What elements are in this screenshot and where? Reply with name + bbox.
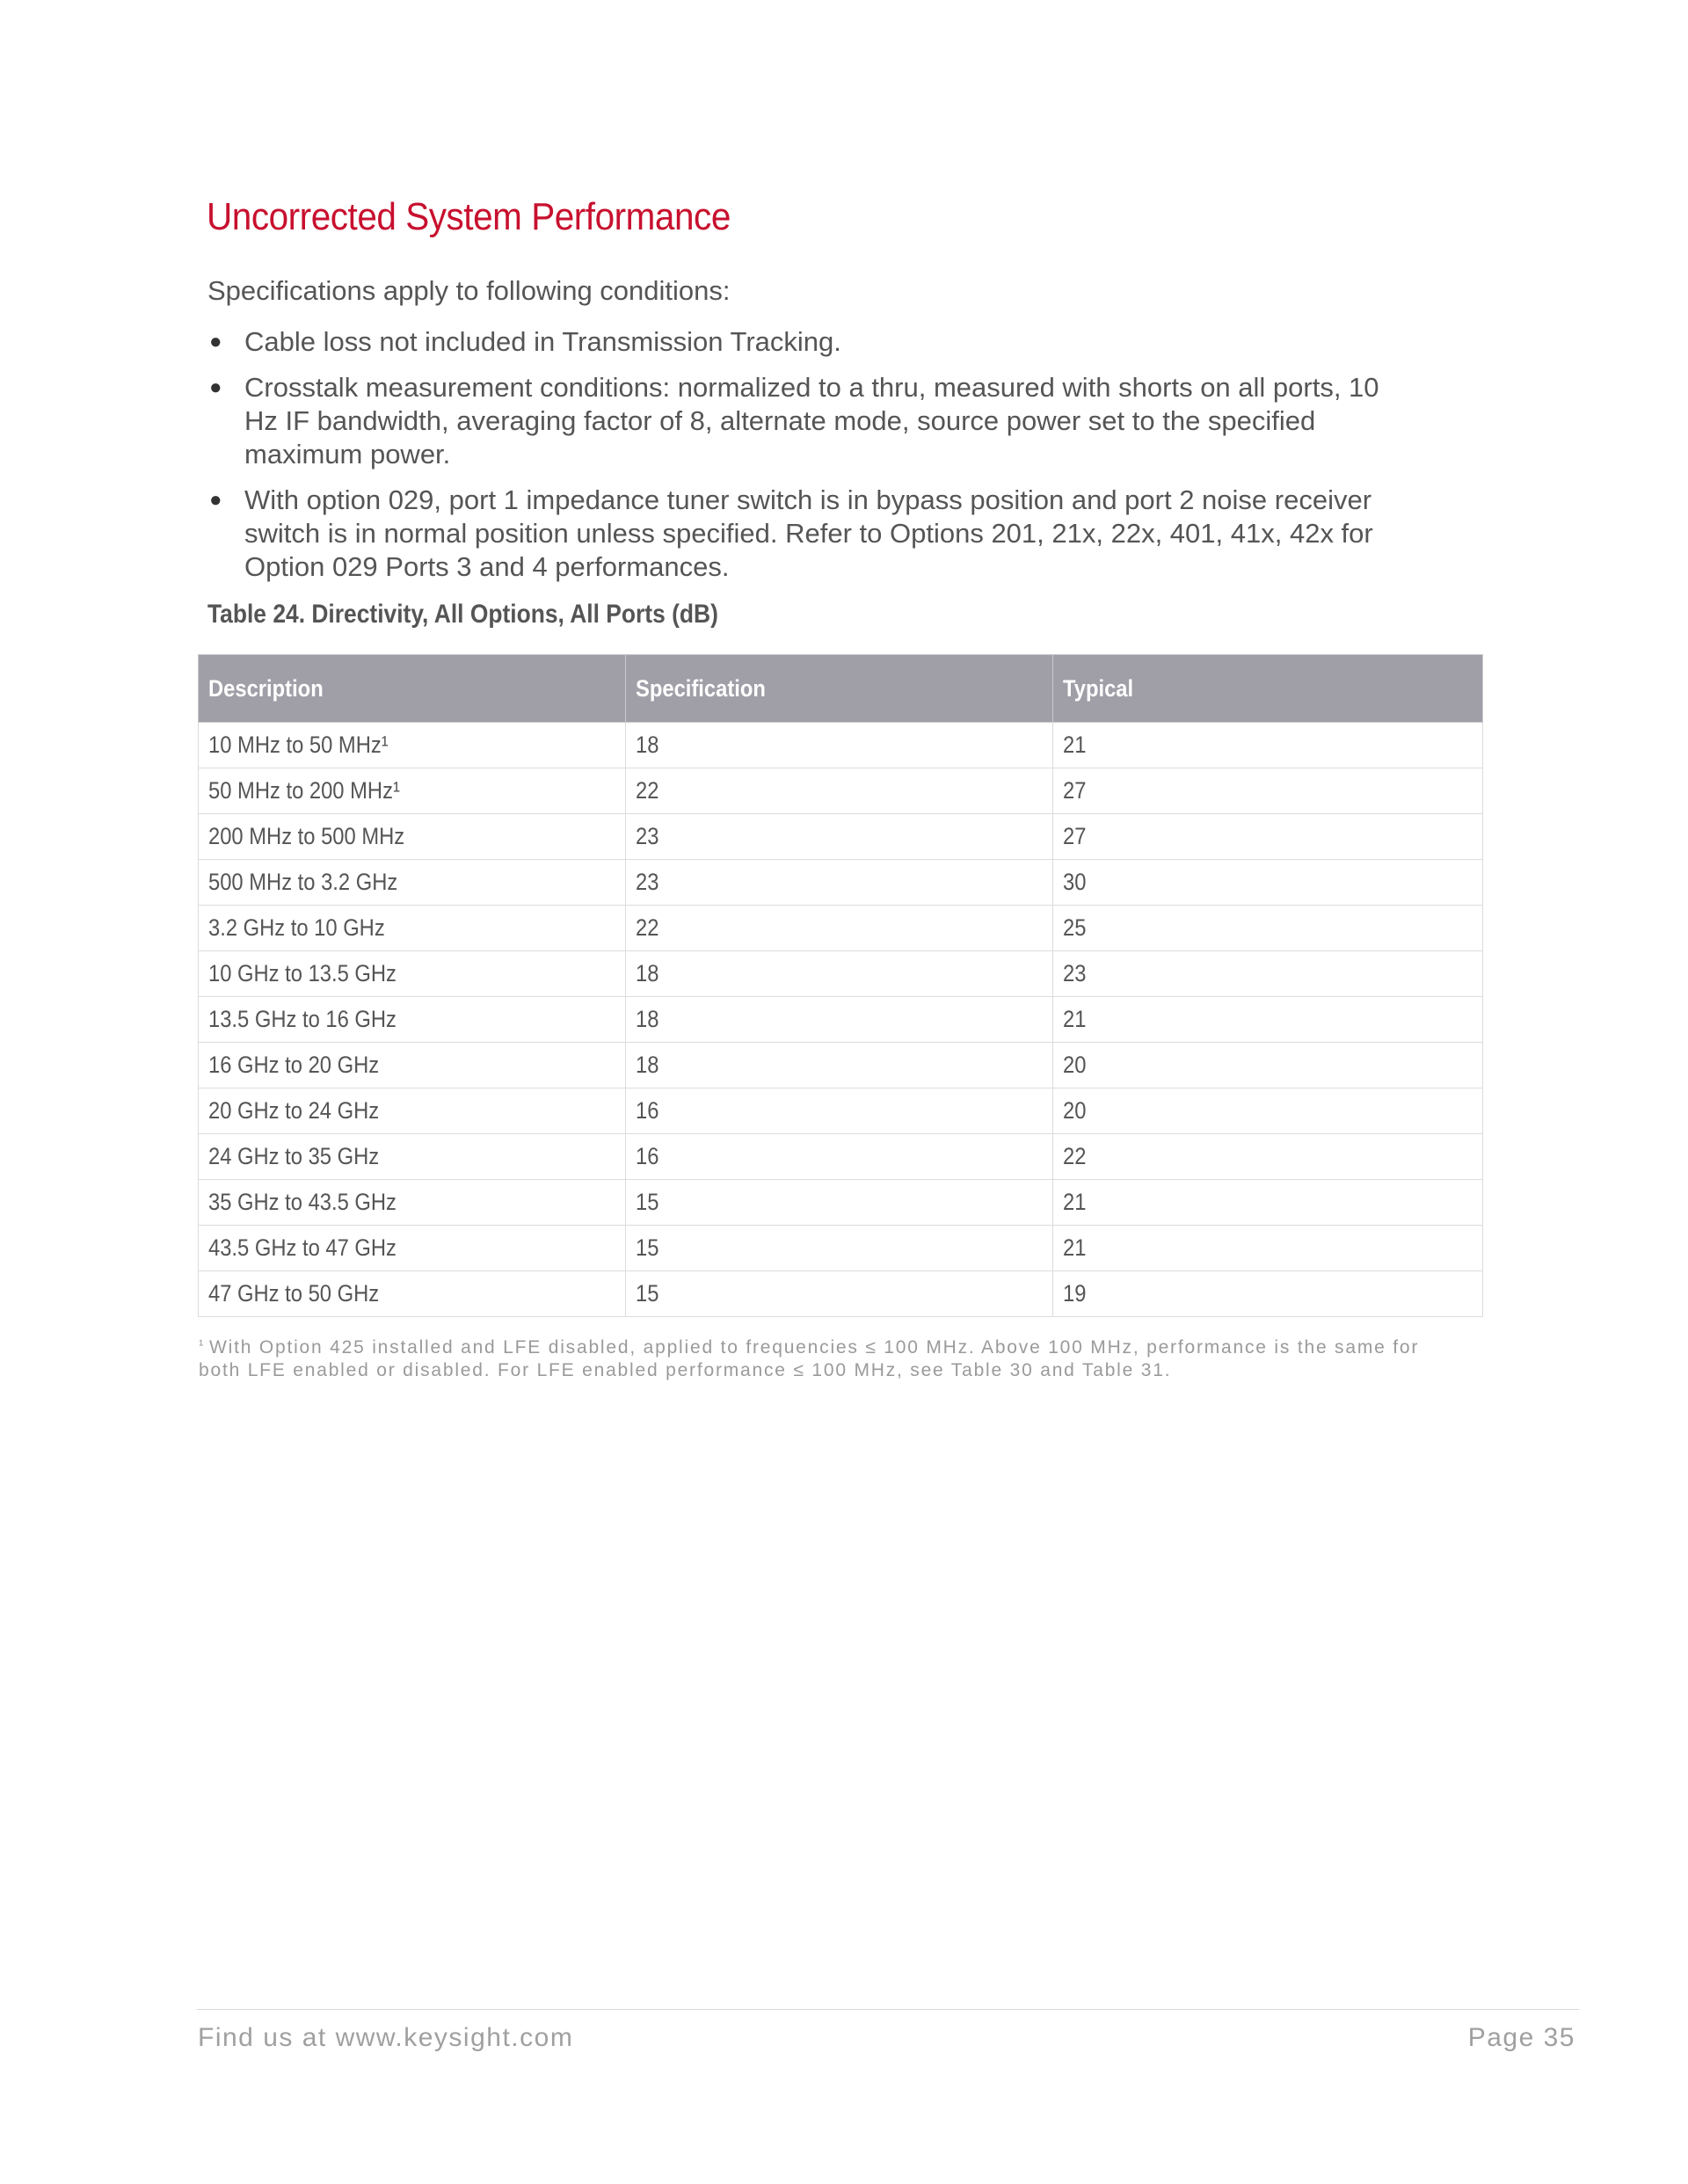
table-header-row — [199, 655, 1483, 723]
table-row — [199, 1271, 1483, 1317]
table-row — [199, 768, 1483, 814]
table-row — [199, 1180, 1483, 1226]
table-row — [199, 997, 1483, 1043]
table-body — [199, 723, 1483, 1317]
header-description — [199, 655, 626, 723]
directivity-table — [198, 654, 1483, 1317]
cell-description: 10 GHz to 13.5 GHz — [199, 951, 626, 997]
cell-typical: 20 — [1053, 1088, 1483, 1134]
cell-specification: 22 — [626, 768, 1053, 814]
cell-typical: 22 — [1053, 1134, 1483, 1180]
bullet-icon: ● — [209, 488, 222, 512]
table-row — [199, 1043, 1483, 1088]
table-row — [199, 723, 1483, 768]
header-specification — [626, 655, 1053, 723]
footnote-marker: ¹ — [199, 1338, 206, 1353]
table-row — [199, 1226, 1483, 1271]
table-row — [199, 814, 1483, 860]
cell-typical: 19 — [1053, 1271, 1483, 1317]
cell-description: 10 MHz to 50 MHz¹ — [199, 723, 626, 768]
cell-specification: 22 — [626, 906, 1053, 951]
header-specification-label: Specification — [636, 674, 766, 702]
cell-specification: 15 — [626, 1226, 1053, 1271]
table-caption: Table 24. Directivity, All Options, All Ports (dB) — [207, 600, 718, 629]
cell-typical: 21 — [1053, 723, 1483, 768]
cell-typical: 20 — [1053, 1043, 1483, 1088]
cell-typical: 27 — [1053, 814, 1483, 860]
cell-description: 3.2 GHz to 10 GHz — [199, 906, 626, 951]
cell-specification: 18 — [626, 1043, 1053, 1088]
cell-description: 47 GHz to 50 GHz — [199, 1271, 626, 1317]
page-title: Uncorrected System Performance — [207, 195, 731, 238]
footnote-text: With Option 425 installed and LFE disabled, applied to frequencies ≤ 100 MHz. Above 100 MHz, performance is the same for both LFE enabled or disabled. For LFE enabled performance ≤ 100 MHz, see Table 30 and Table 31. — [199, 1337, 1420, 1380]
table-row — [199, 951, 1483, 997]
footer-divider — [197, 2009, 1579, 2010]
cell-description: 13.5 GHz to 16 GHz — [199, 997, 626, 1043]
cell-description: 16 GHz to 20 GHz — [199, 1043, 626, 1088]
condition-item — [207, 325, 1403, 359]
conditions-list — [207, 325, 1403, 596]
condition-item — [207, 484, 1403, 584]
table-row — [199, 860, 1483, 906]
condition-item — [207, 371, 1403, 471]
cell-specification: 16 — [626, 1134, 1053, 1180]
header-typical-label: Typical — [1063, 674, 1134, 702]
table-row — [199, 906, 1483, 951]
cell-description: 24 GHz to 35 GHz — [199, 1134, 626, 1180]
cell-typical: 23 — [1053, 951, 1483, 997]
table-footnote — [199, 1336, 1447, 1382]
cell-description: 200 MHz to 500 MHz — [199, 814, 626, 860]
bullet-icon: ● — [209, 375, 222, 399]
cell-typical: 21 — [1053, 1226, 1483, 1271]
table-row — [199, 1134, 1483, 1180]
cell-specification: 15 — [626, 1180, 1053, 1226]
cell-description: 35 GHz to 43.5 GHz — [199, 1180, 626, 1226]
cell-description: 50 MHz to 200 MHz¹ — [199, 768, 626, 814]
cell-description: 20 GHz to 24 GHz — [199, 1088, 626, 1134]
cell-typical: 30 — [1053, 860, 1483, 906]
condition-text: With option 029, port 1 impedance tuner switch is in bypass position and port 2 noise receiver switch is in normal position unless specified. Refer to Options 201, 21x, 22x, 401, 41x, 42x for Option 029 Ports 3 and 4 performances. — [244, 484, 1373, 582]
cell-specification: 18 — [626, 997, 1053, 1043]
header-typical — [1053, 655, 1483, 723]
page-number: Page 35 — [1467, 2023, 1575, 2052]
cell-typical: 25 — [1053, 906, 1483, 951]
cell-typical: 21 — [1053, 1180, 1483, 1226]
cell-description: 43.5 GHz to 47 GHz — [199, 1226, 626, 1271]
cell-specification: 16 — [626, 1088, 1053, 1134]
cell-specification: 15 — [626, 1271, 1053, 1317]
header-description-label: Description — [208, 674, 324, 702]
cell-specification: 18 — [626, 723, 1053, 768]
table-row — [199, 1088, 1483, 1134]
cell-specification: 23 — [626, 814, 1053, 860]
cell-specification: 18 — [626, 951, 1053, 997]
cell-specification: 23 — [626, 860, 1053, 906]
cell-typical: 21 — [1053, 997, 1483, 1043]
footer-website-link[interactable]: Find us at www.keysight.com — [198, 2023, 574, 2052]
bullet-icon: ● — [209, 330, 222, 353]
condition-text: Crosstalk measurement conditions: normalized to a thru, measured with shorts on all ports, 10 Hz IF bandwidth, averaging factor of 8, alternate mode, source power set to the specified maximum power. — [244, 372, 1379, 470]
condition-text: Cable loss not included in Transmission Tracking. — [244, 326, 841, 357]
cell-description: 500 MHz to 3.2 GHz — [199, 860, 626, 906]
conditions-intro: Specifications apply to following conditions: — [207, 275, 731, 306]
cell-typical: 27 — [1053, 768, 1483, 814]
